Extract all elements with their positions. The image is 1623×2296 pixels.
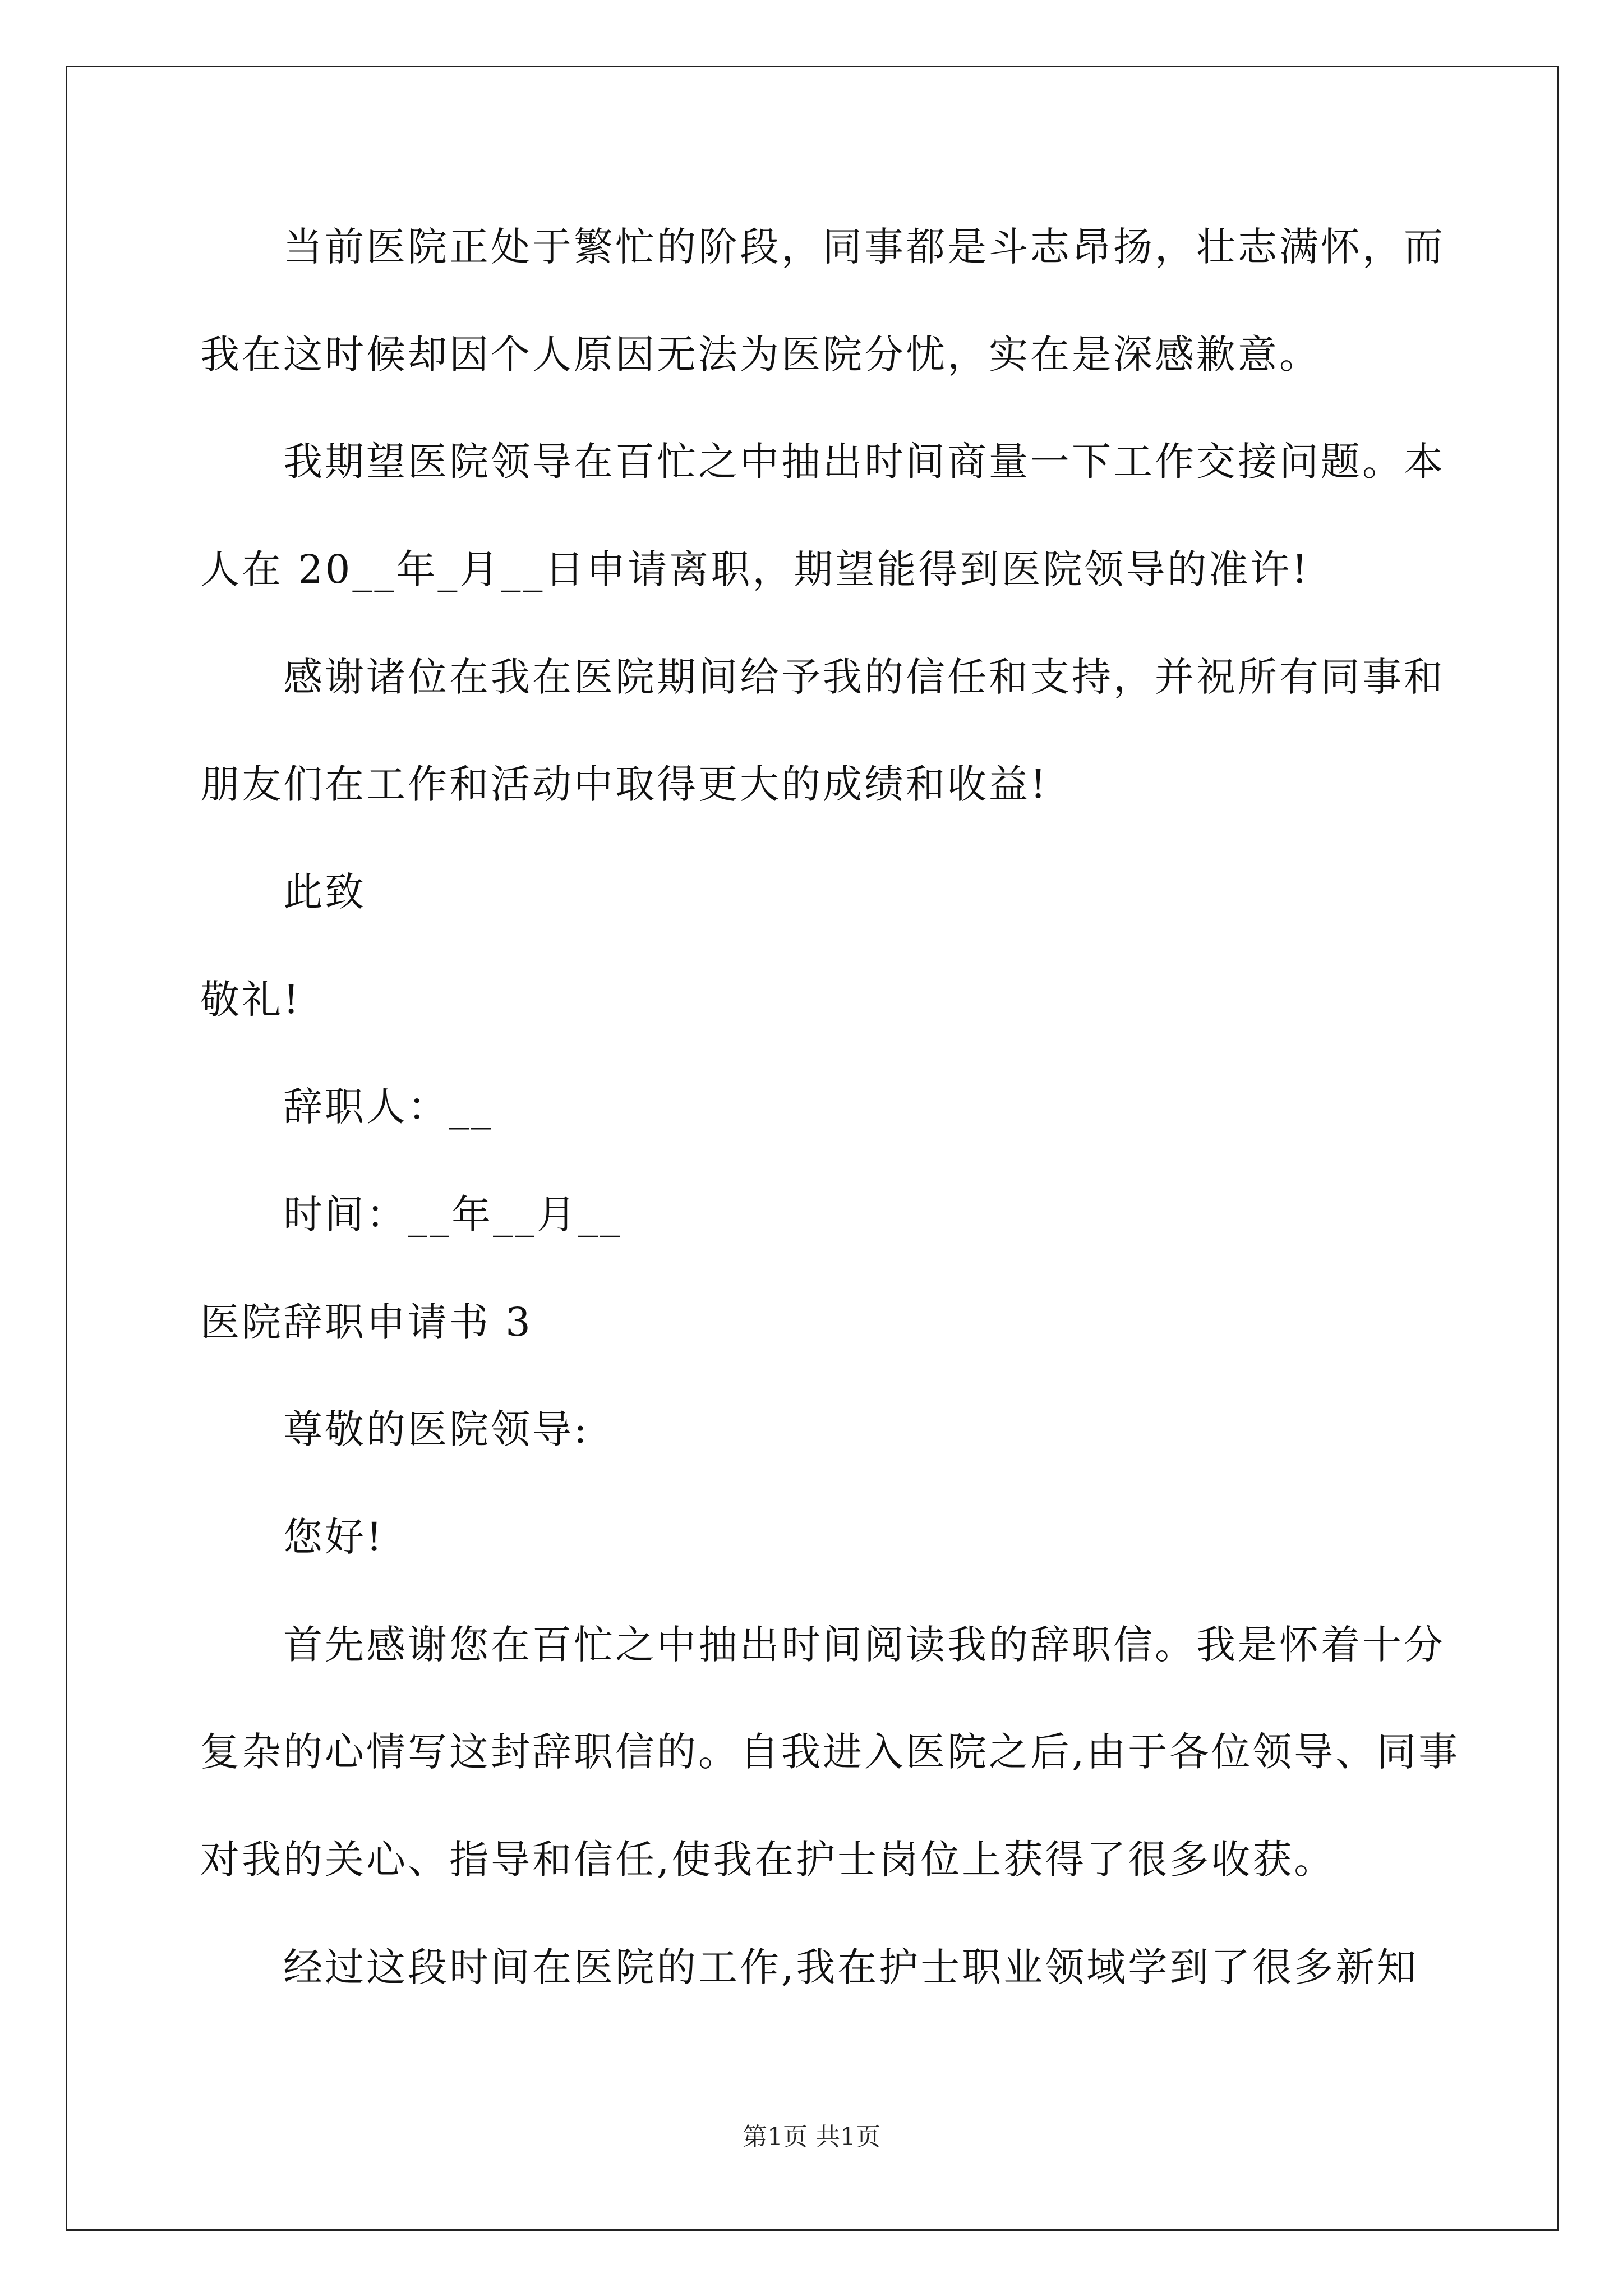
paragraph-line: 经过这段时间在医院的工作,我在护士职业领域学到了很多新知 bbox=[283, 1944, 1419, 1990]
page-footer: 第1页 共1页 bbox=[743, 2123, 880, 2151]
greeting-line: 您好! bbox=[283, 1514, 385, 1560]
paragraph-line: 我在这时候却因个人原因无法为医院分忧，实在是深感歉意。 bbox=[200, 332, 1321, 378]
paragraph-line: 对我的关心、指导和信任,使我在护士岗位上获得了很多收获。 bbox=[200, 1837, 1336, 1883]
greeting-line: 尊敬的医院领导: bbox=[283, 1406, 589, 1452]
closing-salutation: 此致 bbox=[283, 869, 366, 915]
date-line: 时间：__年__月__ bbox=[283, 1191, 622, 1237]
section-heading: 医院辞职申请书 3 bbox=[200, 1299, 533, 1345]
paragraph-line: 首先感谢您在百忙之中抽出时间阅读我的辞职信。我是怀着十分 bbox=[283, 1622, 1445, 1668]
closing-regards: 敬礼! bbox=[200, 977, 302, 1023]
signature-line: 辞职人：__ bbox=[283, 1084, 493, 1130]
paragraph-line: 朋友们在工作和活动中取得更大的成绩和收益! bbox=[200, 761, 1049, 807]
paragraph-line: 我期望医院领导在百忙之中抽出时间商量一下工作交接问题。本 bbox=[283, 439, 1445, 485]
paragraph-line: 人在 20__年_月__日申请离职，期望能得到医院领导的准许! bbox=[200, 546, 1310, 592]
paragraph-line: 复杂的心情写这封辞职信的。自我进入医院之后,由于各位领导、同事 bbox=[200, 1729, 1460, 1775]
page-border bbox=[66, 66, 1559, 2231]
paragraph-line: 感谢诸位在我在医院期间给予我的信任和支持，并祝所有同事和 bbox=[283, 654, 1445, 700]
paragraph-line: 当前医院正处于繁忙的阶段，同事都是斗志昂扬，壮志满怀，而 bbox=[283, 224, 1445, 270]
